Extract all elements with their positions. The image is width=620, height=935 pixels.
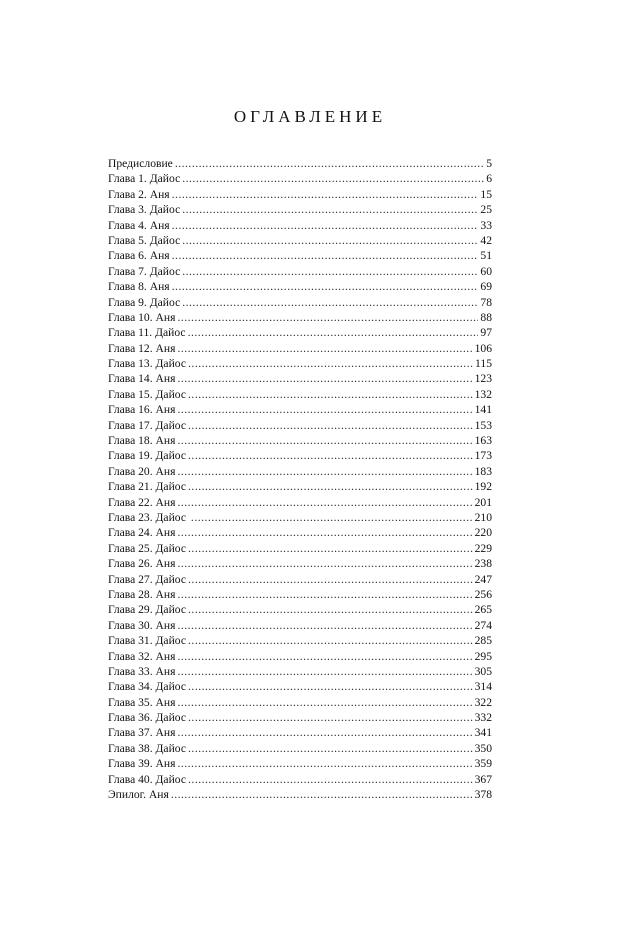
- toc-entry: [108, 633, 492, 648]
- toc-entry-page-number: 33: [480, 218, 492, 232]
- toc-entry-label: Глава 21. Дайос: [108, 480, 187, 494]
- toc-entry-page-number: 274: [474, 618, 492, 632]
- toc-entry-label: Глава 28. Аня: [108, 587, 176, 601]
- toc-entry-label: Глава 8. Аня: [108, 280, 170, 294]
- toc-entry-page-number: 314: [474, 680, 492, 694]
- dot-leader: [177, 433, 472, 448]
- dot-leader: [188, 541, 473, 556]
- toc-entry-label: Глава 14. Аня: [108, 372, 176, 386]
- toc-entry-page-number: 173: [474, 449, 492, 463]
- toc-entry: [108, 371, 492, 386]
- dot-leader: [188, 741, 473, 756]
- dot-leader: [188, 602, 473, 617]
- toc-entry: [108, 695, 492, 710]
- toc-entry-page-number: 192: [474, 480, 492, 494]
- dot-leader: [188, 356, 473, 371]
- toc-entry: [108, 187, 492, 202]
- dot-leader: [177, 371, 472, 386]
- toc-entry: [108, 264, 492, 279]
- toc-entry: [108, 233, 492, 248]
- toc-entry-label: Глава 2. Аня: [108, 187, 170, 201]
- toc-entry: [108, 448, 492, 463]
- toc-entry-label: Глава 40. Дайос: [108, 772, 187, 786]
- page-title: ОГЛАВЛЕНИЕ: [233, 107, 387, 126]
- toc-entry: [108, 525, 492, 540]
- toc-entry: [108, 171, 492, 186]
- dot-leader: [188, 572, 473, 587]
- toc-entry-page-number: 367: [474, 772, 492, 786]
- toc-entry-label: Глава 34. Дайос: [108, 680, 187, 694]
- toc-entry-page-number: 322: [474, 695, 492, 709]
- toc-entry-label: Глава 26. Аня: [108, 557, 176, 571]
- toc-entry-label: Глава 31. Дайос: [108, 634, 187, 648]
- toc-entry-label: Глава 20. Аня: [108, 464, 176, 478]
- dot-leader: [177, 495, 472, 510]
- toc-entry-page-number: 359: [474, 757, 492, 771]
- toc-entry-page-number: 106: [474, 341, 492, 355]
- dot-leader: [182, 295, 478, 310]
- toc-entry-label: Глава 6. Аня: [108, 249, 170, 263]
- table-of-contents: [108, 156, 492, 802]
- toc-entry-page-number: 163: [474, 434, 492, 448]
- toc-entry: [108, 325, 492, 340]
- toc-entry-page-number: 247: [474, 572, 492, 586]
- toc-entry: [108, 402, 492, 417]
- dot-leader: [177, 464, 472, 479]
- toc-entry-page-number: 153: [474, 418, 492, 432]
- dot-leader: [172, 248, 479, 263]
- toc-entry-page-number: 69: [480, 280, 492, 294]
- toc-entry: [108, 156, 492, 171]
- toc-entry: [108, 679, 492, 694]
- toc-entry-label: Глава 7. Дайос: [108, 264, 181, 278]
- dot-leader: [177, 525, 472, 540]
- dot-leader: [177, 402, 472, 417]
- toc-entry-page-number: 88: [480, 310, 492, 324]
- toc-entry: [108, 664, 492, 679]
- toc-entry: [108, 356, 492, 371]
- toc-entry-label: Глава 37. Аня: [108, 726, 176, 740]
- toc-entry-page-number: 265: [474, 603, 492, 617]
- toc-entry: [108, 772, 492, 787]
- toc-entry: [108, 725, 492, 740]
- toc-entry-label: Глава 3. Дайос: [108, 203, 181, 217]
- toc-entry: [108, 418, 492, 433]
- toc-entry-label: Глава 5. Дайос: [108, 233, 181, 247]
- toc-entry-page-number: 183: [474, 464, 492, 478]
- toc-entry: [108, 602, 492, 617]
- dot-leader: [177, 618, 472, 633]
- toc-entry-page-number: 350: [474, 741, 492, 755]
- toc-entry-label: Глава 36. Дайос: [108, 711, 187, 725]
- dot-leader: [182, 171, 484, 186]
- toc-entry-label: Глава 33. Аня: [108, 664, 176, 678]
- toc-entry: [108, 218, 492, 233]
- toc-entry-label: Глава 15. Дайос: [108, 387, 187, 401]
- dot-leader: [177, 725, 472, 740]
- toc-entry: [108, 202, 492, 217]
- dot-leader: [188, 710, 473, 725]
- toc-entry-label: Глава 25. Дайос: [108, 541, 187, 555]
- toc-entry-label: Глава 4. Аня: [108, 218, 170, 232]
- dot-leader: [177, 695, 472, 710]
- dot-leader: [188, 387, 473, 402]
- toc-entry: [108, 464, 492, 479]
- toc-entry: [108, 618, 492, 633]
- toc-entry-label: Глава 11. Дайос: [108, 326, 186, 340]
- toc-entry-page-number: 305: [474, 664, 492, 678]
- toc-entry-page-number: 6: [486, 172, 492, 186]
- toc-entry-label: Эпилог. Аня: [108, 788, 169, 802]
- dot-leader: [182, 233, 478, 248]
- toc-entry-label: Предисловие: [108, 157, 173, 170]
- toc-entry: [108, 541, 492, 556]
- toc-entry: [108, 756, 492, 771]
- dot-leader: [182, 202, 478, 217]
- toc-entry: [108, 495, 492, 510]
- dot-leader: [188, 679, 473, 694]
- dot-leader: [172, 279, 479, 294]
- toc-entry-page-number: 42: [480, 233, 492, 247]
- toc-entry-label: Глава 32. Аня: [108, 649, 176, 663]
- toc-entry-page-number: 97: [480, 326, 492, 340]
- toc-entry-label: Глава 16. Аня: [108, 403, 176, 417]
- toc-entry-label: Глава 22. Аня: [108, 495, 176, 509]
- toc-entry-page-number: 123: [474, 372, 492, 386]
- toc-entry-label: Глава 10. Аня: [108, 310, 176, 324]
- toc-entry-label: Глава 1. Дайос: [108, 172, 181, 186]
- toc-entry: [108, 710, 492, 725]
- toc-entry-page-number: 5: [486, 157, 492, 170]
- toc-entry-label: Глава 38. Дайос: [108, 741, 187, 755]
- toc-entry-label: Глава 9. Дайос: [108, 295, 181, 309]
- toc-entry: [108, 510, 492, 525]
- dot-leader: [188, 448, 473, 463]
- toc-entry: [108, 248, 492, 263]
- toc-entry-label: Глава 12. Аня: [108, 341, 176, 355]
- dot-leader: [188, 633, 473, 648]
- dot-leader: [177, 310, 478, 325]
- toc-entry-label: Глава 24. Аня: [108, 526, 176, 540]
- toc-entry: [108, 433, 492, 448]
- toc-entry-label: Глава 13. Дайос: [108, 357, 187, 371]
- toc-entry: [108, 741, 492, 756]
- dot-leader: [188, 479, 473, 494]
- toc-entry-page-number: 378: [474, 788, 492, 802]
- toc-entry-page-number: 341: [474, 726, 492, 740]
- toc-entry-page-number: 332: [474, 711, 492, 725]
- dot-leader: [188, 325, 479, 340]
- toc-entry-page-number: 295: [474, 649, 492, 663]
- toc-entry: [108, 341, 492, 356]
- toc-entry-page-number: 285: [474, 634, 492, 648]
- dot-leader: [177, 341, 472, 356]
- dot-leader: [188, 772, 473, 787]
- toc-entry-label: Глава 23. Дайос: [108, 510, 189, 524]
- dot-leader: [175, 156, 484, 171]
- toc-entry-label: Глава 18. Аня: [108, 434, 176, 448]
- dot-leader: [177, 556, 472, 571]
- dot-leader: [177, 649, 472, 664]
- toc-entry-page-number: 256: [474, 587, 492, 601]
- toc-entry-page-number: 238: [474, 557, 492, 571]
- toc-entry-label: Глава 29. Дайос: [108, 603, 187, 617]
- toc-entry-page-number: 60: [480, 264, 492, 278]
- toc-entry: [108, 556, 492, 571]
- toc-entry-page-number: 220: [474, 526, 492, 540]
- toc-entry-label: Глава 35. Аня: [108, 695, 176, 709]
- dot-leader: [188, 418, 473, 433]
- dot-leader: [172, 218, 479, 233]
- toc-entry-page-number: 78: [480, 295, 492, 309]
- toc-entry: [108, 479, 492, 494]
- toc-entry-label: Глава 19. Дайос: [108, 449, 187, 463]
- toc-entry-page-number: 15: [480, 187, 492, 201]
- toc-entry-page-number: 115: [475, 357, 492, 371]
- dot-leader: [177, 587, 472, 602]
- dot-leader: [182, 264, 478, 279]
- toc-entry-label: Глава 27. Дайос: [108, 572, 187, 586]
- toc-entry: [108, 649, 492, 664]
- toc-entry: [108, 387, 492, 402]
- toc-entry: [108, 295, 492, 310]
- toc-entry-page-number: 51: [480, 249, 492, 263]
- toc-entry-page-number: 201: [474, 495, 492, 509]
- dot-leader: [172, 187, 479, 202]
- toc-entry-label: Глава 39. Аня: [108, 757, 176, 771]
- toc-entry-page-number: 210: [474, 510, 492, 524]
- dot-leader: [177, 756, 472, 771]
- toc-entry-label: Глава 30. Аня: [108, 618, 176, 632]
- toc-entry: [108, 787, 492, 802]
- toc-entry: [108, 572, 492, 587]
- toc-entry-page-number: 229: [474, 541, 492, 555]
- toc-entry-label: Глава 17. Дайос: [108, 418, 187, 432]
- dot-leader: [191, 510, 473, 525]
- dot-leader: [177, 664, 472, 679]
- toc-entry-page-number: 141: [474, 403, 492, 417]
- dot-leader: [171, 787, 473, 802]
- toc-entry: [108, 310, 492, 325]
- toc-entry-page-number: 132: [474, 387, 492, 401]
- toc-entry: [108, 587, 492, 602]
- toc-entry-page-number: 25: [480, 203, 492, 217]
- toc-entry: [108, 279, 492, 294]
